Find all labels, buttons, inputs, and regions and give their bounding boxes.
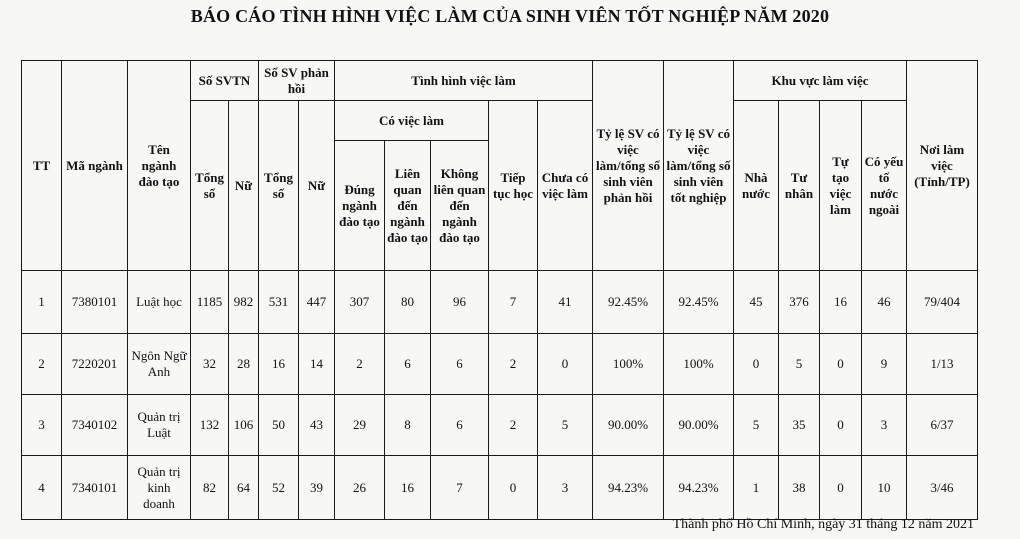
cell-nha-nuoc: 1 [734, 456, 779, 520]
cell-svtn-tong-so: 82 [191, 456, 229, 520]
cell-svtn-tong-so: 132 [191, 395, 229, 456]
cell-ty-le-phan-hoi: 100% [593, 334, 664, 395]
header-ty-le-phan-hoi: Tỷ lệ SV có việc làm/tổng số sinh viên phản hồi [593, 61, 664, 271]
cell-khong-lien-quan: 7 [431, 456, 489, 520]
cell-ten-nganh: Quản trị kinh doanh [128, 456, 191, 520]
cell-ty-le-tot-nghiep: 100% [664, 334, 734, 395]
header-noi-lam-viec: Nơi làm việc (Tỉnh/TP) [907, 61, 978, 271]
table-row [22, 334, 978, 395]
cell-nha-nuoc: 45 [734, 271, 779, 334]
cell-dung-nganh: 307 [335, 271, 385, 334]
cell-nuoc-ngoai: 9 [862, 334, 907, 395]
cell-lien-quan: 80 [385, 271, 431, 334]
cell-tu-tao-viec-lam: 0 [820, 334, 862, 395]
header-svtn-tong-so: Tổng số [191, 101, 229, 271]
cell-tu-tao-viec-lam: 0 [820, 456, 862, 520]
cell-svtn-nu: 28 [229, 334, 259, 395]
cell-ty-le-phan-hoi: 92.45% [593, 271, 664, 334]
cell-tt: 1 [22, 271, 62, 334]
cell-tu-tao-viec-lam: 0 [820, 395, 862, 456]
header-ty-le-tot-nghiep: Tỷ lệ SV có việc làm/tổng số sinh viên tốt nghiệp [664, 61, 734, 271]
cell-svtn-nu: 106 [229, 395, 259, 456]
cell-dung-nganh: 2 [335, 334, 385, 395]
table-row [22, 395, 978, 456]
cell-phan-hoi-tong-so: 50 [259, 395, 299, 456]
cell-ty-le-tot-nghiep: 92.45% [664, 271, 734, 334]
cell-chua-co-viec-lam: 0 [538, 334, 593, 395]
cell-khong-lien-quan: 6 [431, 334, 489, 395]
header-tu-nhan: Tư nhân [779, 101, 820, 271]
header-phan-hoi-tong-so: Tổng số [259, 101, 299, 271]
cell-nuoc-ngoai: 10 [862, 456, 907, 520]
cell-svtn-tong-so: 1185 [191, 271, 229, 334]
report-title: BÁO CÁO TÌNH HÌNH VIỆC LÀM CỦA SINH VIÊN TỐT NGHIỆP NĂM 2020 [190, 6, 830, 26]
header-co-viec-lam: Có việc làm [335, 101, 489, 141]
cell-tu-nhan: 376 [779, 271, 820, 334]
cell-khong-lien-quan: 96 [431, 271, 489, 334]
cell-ten-nganh: Quản trị Luật [128, 395, 191, 456]
header-chua-co-viec-lam: Chưa có việc làm [538, 101, 593, 271]
cell-noi-lam-viec: 6/37 [907, 395, 978, 456]
cell-chua-co-viec-lam: 5 [538, 395, 593, 456]
header-dung-nganh: Đúng ngành đào tạo [335, 141, 385, 271]
cell-ty-le-tot-nghiep: 90.00% [664, 395, 734, 456]
header-ten-nganh: Tên ngành đào tạo [128, 61, 191, 271]
cell-dung-nganh: 29 [335, 395, 385, 456]
cell-ma-nganh: 7340102 [62, 395, 128, 456]
cell-nuoc-ngoai: 3 [862, 395, 907, 456]
cell-noi-lam-viec: 3/46 [907, 456, 978, 520]
cell-lien-quan: 16 [385, 456, 431, 520]
cell-phan-hoi-nu: 447 [299, 271, 335, 334]
cell-ma-nganh: 7340101 [62, 456, 128, 520]
cell-tu-tao-viec-lam: 16 [820, 271, 862, 334]
cell-lien-quan: 8 [385, 395, 431, 456]
employment-report-table [21, 60, 978, 520]
cell-tiep-tuc-hoc: 2 [489, 334, 538, 395]
header-nha-nuoc: Nhà nước [734, 101, 779, 271]
cell-ty-le-phan-hoi: 90.00% [593, 395, 664, 456]
cell-tt: 3 [22, 395, 62, 456]
cell-phan-hoi-nu: 14 [299, 334, 335, 395]
header-svtn-nu: Nữ [229, 101, 259, 271]
cell-phan-hoi-tong-so: 52 [259, 456, 299, 520]
cell-khong-lien-quan: 6 [431, 395, 489, 456]
header-lien-quan: Liên quan đến ngành đào tạo [385, 141, 431, 271]
cell-dung-nganh: 26 [335, 456, 385, 520]
cell-tt: 4 [22, 456, 62, 520]
cell-lien-quan: 6 [385, 334, 431, 395]
cell-tt: 2 [22, 334, 62, 395]
cell-noi-lam-viec: 79/404 [907, 271, 978, 334]
header-tinh-hinh-viec-lam: Tình hình việc làm [335, 61, 593, 101]
cell-tiep-tuc-hoc: 7 [489, 271, 538, 334]
cell-nha-nuoc: 0 [734, 334, 779, 395]
cell-tiep-tuc-hoc: 2 [489, 395, 538, 456]
cell-ty-le-tot-nghiep: 94.23% [664, 456, 734, 520]
header-khong-lien-quan: Không liên quan đến ngành đào tạo [431, 141, 489, 271]
header-ma-nganh: Mã ngành [62, 61, 128, 271]
cell-chua-co-viec-lam: 41 [538, 271, 593, 334]
header-tiep-tuc-hoc: Tiếp tục học [489, 101, 538, 271]
cell-ten-nganh: Ngôn Ngữ Anh [128, 334, 191, 395]
cell-phan-hoi-nu: 39 [299, 456, 335, 520]
cell-phan-hoi-nu: 43 [299, 395, 335, 456]
cell-phan-hoi-tong-so: 531 [259, 271, 299, 334]
cell-tu-nhan: 38 [779, 456, 820, 520]
header-so-svtn: Số SVTN [191, 61, 259, 101]
header-tu-tao-viec-lam: Tự tạo việc làm [820, 101, 862, 271]
header-so-sv-phan-hoi: Số SV phản hồi [259, 61, 335, 101]
cell-tiep-tuc-hoc: 0 [489, 456, 538, 520]
header-phan-hoi-nu: Nữ [299, 101, 335, 271]
cell-ma-nganh: 7220201 [62, 334, 128, 395]
header-nuoc-ngoai: Có yếu tố nước ngoài [862, 101, 907, 271]
cell-nuoc-ngoai: 46 [862, 271, 907, 334]
cell-svtn-nu: 982 [229, 271, 259, 334]
cell-svtn-nu: 64 [229, 456, 259, 520]
cell-ma-nganh: 7380101 [62, 271, 128, 334]
cell-ten-nganh: Luật học [128, 271, 191, 334]
header-tt: TT [22, 61, 62, 271]
cell-chua-co-viec-lam: 3 [538, 456, 593, 520]
header-khu-vuc-lam-viec: Khu vực làm việc [734, 61, 907, 101]
cell-phan-hoi-tong-so: 16 [259, 334, 299, 395]
cell-tu-nhan: 35 [779, 395, 820, 456]
cell-nha-nuoc: 5 [734, 395, 779, 456]
table-row [22, 456, 978, 520]
table-row [22, 271, 978, 334]
cell-svtn-tong-so: 32 [191, 334, 229, 395]
cell-ty-le-phan-hoi: 94.23% [593, 456, 664, 520]
cell-noi-lam-viec: 1/13 [907, 334, 978, 395]
report-footer-date: Thành phố Hồ Chí Minh, ngày 31 tháng 12 năm 2021 [672, 517, 974, 532]
cell-tu-nhan: 5 [779, 334, 820, 395]
